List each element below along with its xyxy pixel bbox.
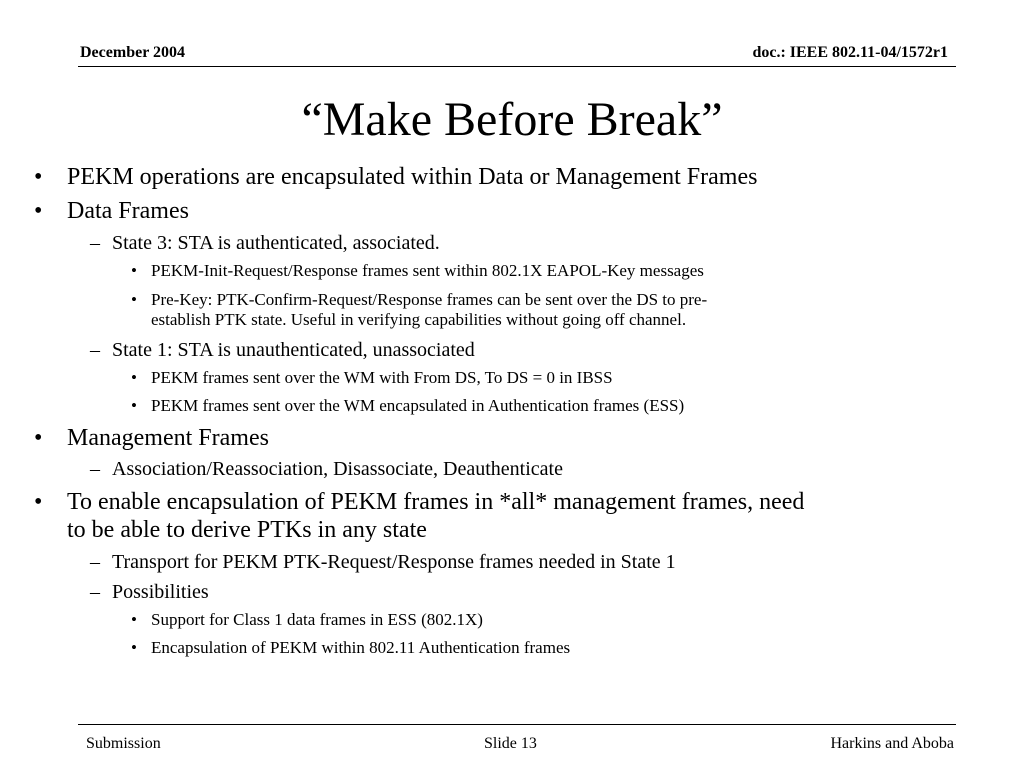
bullet-text: Possibilities	[112, 581, 209, 603]
sub-sub-bullet-item	[131, 368, 613, 388]
header-divider	[78, 66, 956, 67]
footer-authors: Harkins and Aboba	[830, 735, 954, 752]
footer-slide-number: Slide 13	[484, 735, 537, 752]
bullet-text: PEKM operations are encapsulated within Data or Management Frames	[67, 164, 758, 190]
bullet-text-line-1: To enable encapsulation of PEKM frames in *all* management frames, need	[67, 489, 805, 515]
bullet-item	[34, 163, 758, 191]
bullet-marker: •	[131, 290, 137, 309]
bullet-item	[34, 488, 805, 544]
bullet-text: Association/Reassociation, Disassociate, Deauthenticate	[112, 458, 563, 480]
bullet-item	[34, 197, 189, 225]
bullet-marker: –	[90, 551, 100, 573]
bullet-text: PEKM-Init-Request/Response frames sent within 802.1X EAPOL-Key messages	[151, 261, 704, 280]
header-doc-id: doc.: IEEE 802.11-04/1572r1	[752, 44, 948, 61]
bullet-text: Management Frames	[67, 425, 269, 451]
bullet-marker: •	[131, 638, 137, 657]
bullet-marker: •	[34, 198, 43, 224]
bullet-marker: •	[34, 489, 43, 515]
bullet-text-line-2: establish PTK state. Useful in verifying capabilities without going off channel.	[151, 310, 687, 329]
sub-bullet-item	[90, 231, 440, 255]
bullet-marker: •	[34, 164, 43, 190]
bullet-text: Encapsulation of PEKM within 802.11 Authentication frames	[151, 638, 571, 657]
sub-bullet-item	[90, 550, 676, 574]
bullet-marker: •	[131, 368, 137, 387]
sub-bullet-item	[90, 457, 563, 481]
bullet-marker: –	[90, 581, 100, 603]
bullet-marker: •	[34, 425, 43, 451]
slide-title: “Make Before Break”	[301, 93, 723, 146]
sub-sub-bullet-item	[131, 290, 708, 330]
bullet-text: PEKM frames sent over the WM encapsulated in Authentication frames (ESS)	[151, 396, 685, 415]
bullet-item	[34, 424, 269, 452]
sub-sub-bullet-item	[131, 610, 483, 630]
bullet-text: PEKM frames sent over the WM with From DS, To DS = 0 in IBSS	[151, 368, 613, 387]
footer-submission: Submission	[86, 735, 161, 752]
sub-bullet-item	[90, 338, 475, 362]
bullet-text: Transport for PEKM PTK-Request/Response frames needed in State 1	[112, 551, 676, 573]
bullet-text: Support for Class 1 data frames in ESS (802.1X)	[151, 610, 483, 629]
bullet-text-line-1: Pre-Key: PTK-Confirm-Request/Response frames can be sent over the DS to pre-	[151, 290, 708, 309]
footer-divider	[78, 724, 956, 725]
sub-bullet-item	[90, 580, 209, 604]
bullet-marker: –	[90, 232, 100, 254]
bullet-text: State 1: STA is unauthenticated, unassociated	[112, 339, 475, 361]
bullet-marker: •	[131, 610, 137, 629]
header-date: December 2004	[80, 44, 185, 61]
bullet-text: State 3: STA is authenticated, associated.	[112, 232, 440, 254]
sub-sub-bullet-item	[131, 396, 685, 416]
bullet-marker: –	[90, 458, 100, 480]
bullet-marker: •	[131, 261, 137, 280]
bullet-text-line-2: to be able to derive PTKs in any state	[67, 517, 427, 543]
bullet-marker: –	[90, 339, 100, 361]
bullet-text: Data Frames	[67, 198, 189, 224]
sub-sub-bullet-item	[131, 638, 571, 658]
sub-sub-bullet-item	[131, 261, 704, 281]
bullet-marker: •	[131, 396, 137, 415]
